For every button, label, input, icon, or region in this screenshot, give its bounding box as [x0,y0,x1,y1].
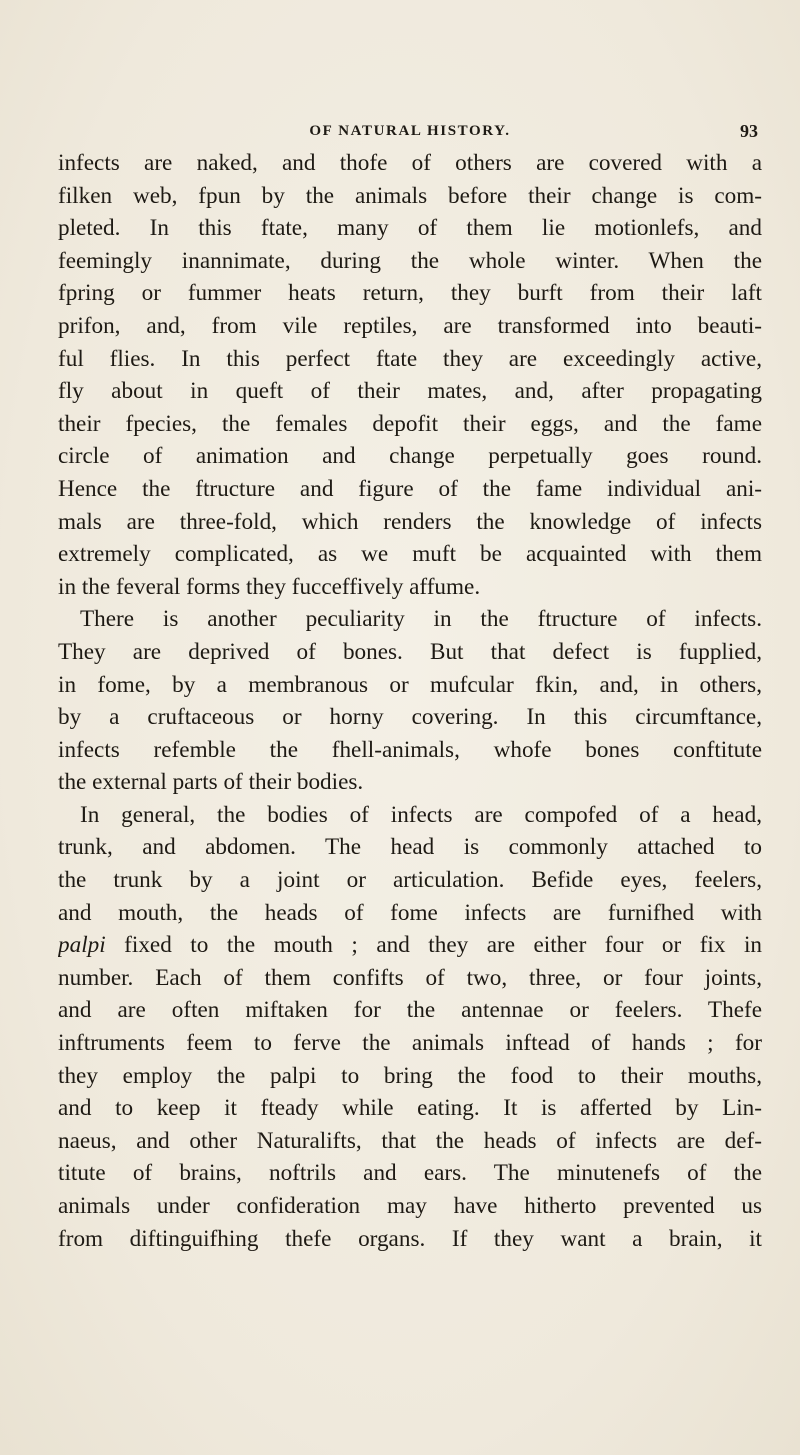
text-line: and are often miftaken for the antennae or feelers. Thefe [58,997,762,1024]
body-text [58,147,762,1255]
text-line: filken web, fpun by the animals before their change is com- [58,182,762,209]
text-line: number. Each of them confifts of two, three, or four joints, [58,964,762,991]
text-line: circle of animation and change perpetually goes round. [58,443,762,470]
text-line: extremely complicated, as we muft be acquainted with them [58,541,762,568]
text-line: Hence the ftructure and figure of the fame individual ani- [58,475,762,502]
text-line: in the feveral forms they fucceffively affume. [58,573,481,600]
text-line: There is another peculiarity in the ftructure of infects. [80,606,762,633]
text-line: infects refemble the fhell-animals, whofe bones conftitute [58,736,762,763]
text-line: in fome, by a membranous or mufcular fkin, and, in others, [58,671,762,698]
text-line: ful flies. In this perfect ftate they are exceedingly active, [58,345,762,372]
text-line: their fpecies, the females depofit their eggs, and the fame [58,410,762,437]
text-line: naeus, and other Naturalifts, that the heads of infects are def- [58,1127,762,1154]
text-line: and to keep it fteady while eating. It is afferted by Lin- [58,1095,762,1122]
text-line: infects are naked, and thofe of others are covered with a [58,150,762,176]
text-line: In general, the bodies of infects are compofed of a head, [80,801,762,828]
text-line: titute of brains, noftrils and ears. The minutenefs of the [58,1160,762,1187]
text-line: fpring or fummer heats return, they burft from their laft [58,280,762,307]
text-line: fly about in queft of their mates, and, after propagating [58,378,762,405]
text-line: the external parts of their bodies. [58,769,364,796]
text-line: feemingly inannimate, during the whole winter. When the [58,247,762,274]
text-line: they employ the palpi to bring the food to their mouths, [58,1062,762,1089]
text-line: trunk, and abdomen. The head is commonly attached to [58,834,762,861]
running-head: OF NATURAL HISTORY. [309,123,511,139]
text-line: animals under confideration may have hitherto prevented us [58,1193,762,1219]
text-line: They are deprived of bones. But that defect is fupplied, [58,638,762,665]
text-line: the trunk by a joint or articulation. Befide eyes, feelers, [58,867,762,894]
text-line: mals are three-fold, which renders the knowledge of infects [58,508,762,535]
text-line: palpi fixed to the mouth ; and they are either four or fix in [58,932,762,959]
text-line: and mouth, the heads of fome infects are furnifhed with [58,899,762,926]
text-line: pleted. In this ftate, many of them lie motionlefs, and [58,215,762,242]
text-line: by a cruftaceous or horny covering. In this circumftance, [58,704,762,731]
page-number: 93 [740,121,758,141]
page-header [60,121,760,147]
text-line: inftruments feem to ferve the animals inftead of hands ; for [58,1030,762,1057]
text-line: prifon, and, from vile reptiles, are transformed into beauti- [58,312,762,339]
text-line: from diftinguifhing thefe organs. If they want a brain, it [58,1225,762,1252]
